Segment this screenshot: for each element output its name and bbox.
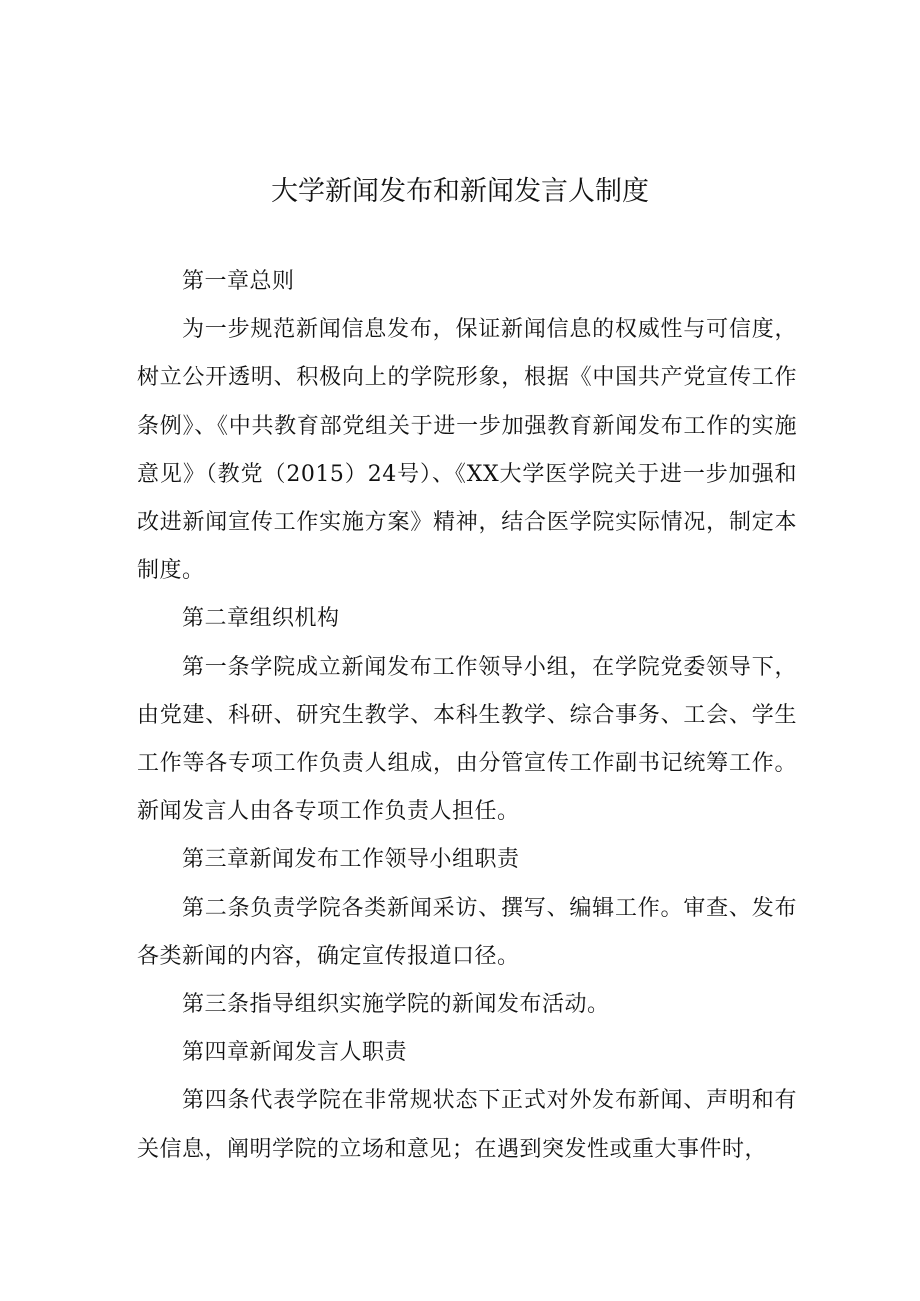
document-title: 大学新闻发布和新闻发言人制度 xyxy=(271,176,649,207)
paragraph-purpose: 为一步规范新闻信息发布，保证新闻信息的权威性与可信度，树立公开透明、积极向上的学院形象，根据《中国共产党宣传工作条例》、《中共教育部党组关于进一步加强教育新闻发布工作的实施意见》（教党（2015）24号）、《XX大学医学院关于进一步加强和改进新闻宣传工作实施方案》精神，结合医学院实际情况，制定本制度。 xyxy=(137,317,797,584)
chapter-heading-general: 第一章总则 xyxy=(182,269,295,294)
article-1: 第一条学院成立新闻发布工作领导小组，在学院党委领导下，由党建、科研、研究生教学、本科生教学、综合事务、工会、学生工作等各专项工作负责人组成，由分管宣传工作副书记统筹工作。新闻发言人由各专项工作负责人担任。 xyxy=(137,654,797,825)
chapter-heading-organization: 第二章组织机构 xyxy=(182,606,340,632)
article-2: 第二条负责学院各类新闻采访、撰写、编辑工作。审查、发布各类新闻的内容，确定宣传报道口径。 xyxy=(137,895,797,969)
article-3: 第三条指导组织实施学院的新闻发布活动。 xyxy=(182,992,610,1018)
document-body xyxy=(137,258,797,1174)
article-4: 第四条代表学院在非常规状态下正式对外发布新闻、声明和有关信息，阐明学院的立场和意见；在遇到突发性或重大事件时， xyxy=(137,1088,797,1162)
chapter-heading-spokesperson-duties: 第四章新闻发言人职责 xyxy=(182,1040,408,1066)
chapter-heading-group-duties: 第三章新闻发布工作领导小组职责 xyxy=(182,847,520,873)
